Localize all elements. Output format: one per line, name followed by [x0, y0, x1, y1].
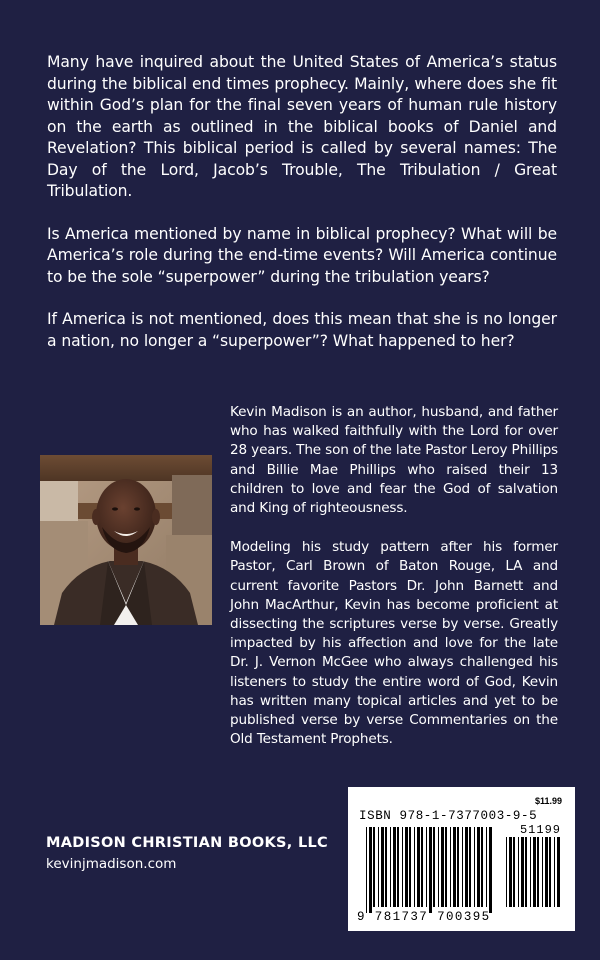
blurb-paragraph-1: Many have inquired about the United States of America’s status during the biblical end times prophecy. Mainly, where does she fit within God’s plan for the final seven years of human rule history on the earth as outlined in the biblical books of Daniel and Revelation? This biblical period is called by several names: The Day of the Lord, Jacob’s Trouble, The Tribulation / Great Tribulation.	[47, 53, 557, 200]
ean-barcode-bars	[366, 827, 492, 913]
addon-barcode-bars	[506, 837, 560, 907]
price-label: $11.99	[534, 796, 562, 806]
publisher-website: kevinjmadison.com	[46, 856, 177, 872]
isbn-barcode-block	[348, 787, 575, 931]
isbn-label: ISBN 978-1-7377003-9-5	[359, 809, 538, 823]
ean-number: 9 781737 700395	[357, 910, 491, 924]
blurb-paragraph-3: If America is not mentioned, does this mean that she is no longer a nation, no longer a “superpower”? What happened to her?	[47, 310, 557, 350]
bio-paragraph-2: Modeling his study pattern after his former Pastor, Carl Brown of Baton Rouge, LA and current favorite Pastors Dr. John Barnett and John MacArthur, Kevin has become proficient at dissecting the scriptures verse by verse. Greatly impacted by his affection and love for the late Dr. J. Vernon McGee who always challenged his listeners to study the entire word of God, Kevin has written many topical articles and yet to be published verse by verse Commentaries on the Old Testament Prophets.	[230, 539, 558, 748]
blurb-paragraph-2: Is America mentioned by name in biblical prophecy? What will be America’s role during the end-time events? Will America continue to be the sole “superpower” during the tribulation years?	[47, 224, 557, 286]
bio-paragraph-1: Kevin Madison is an author, husband, and father who has walked faithfully with the Lord for over 28 years. The son of the late Pastor Leroy Phillips and Billie Mae Phillips who raised their 13 children to love and fear the God of salvation and King of righteousness.	[230, 404, 558, 517]
price-addon-number: 51199	[519, 823, 561, 837]
author-portrait-image	[40, 455, 212, 625]
author-bio	[230, 403, 558, 769]
author-photo	[40, 455, 212, 625]
publisher-name: MADISON CHRISTIAN BOOKS, LLC	[46, 835, 328, 851]
back-cover-blurb	[47, 52, 557, 373]
